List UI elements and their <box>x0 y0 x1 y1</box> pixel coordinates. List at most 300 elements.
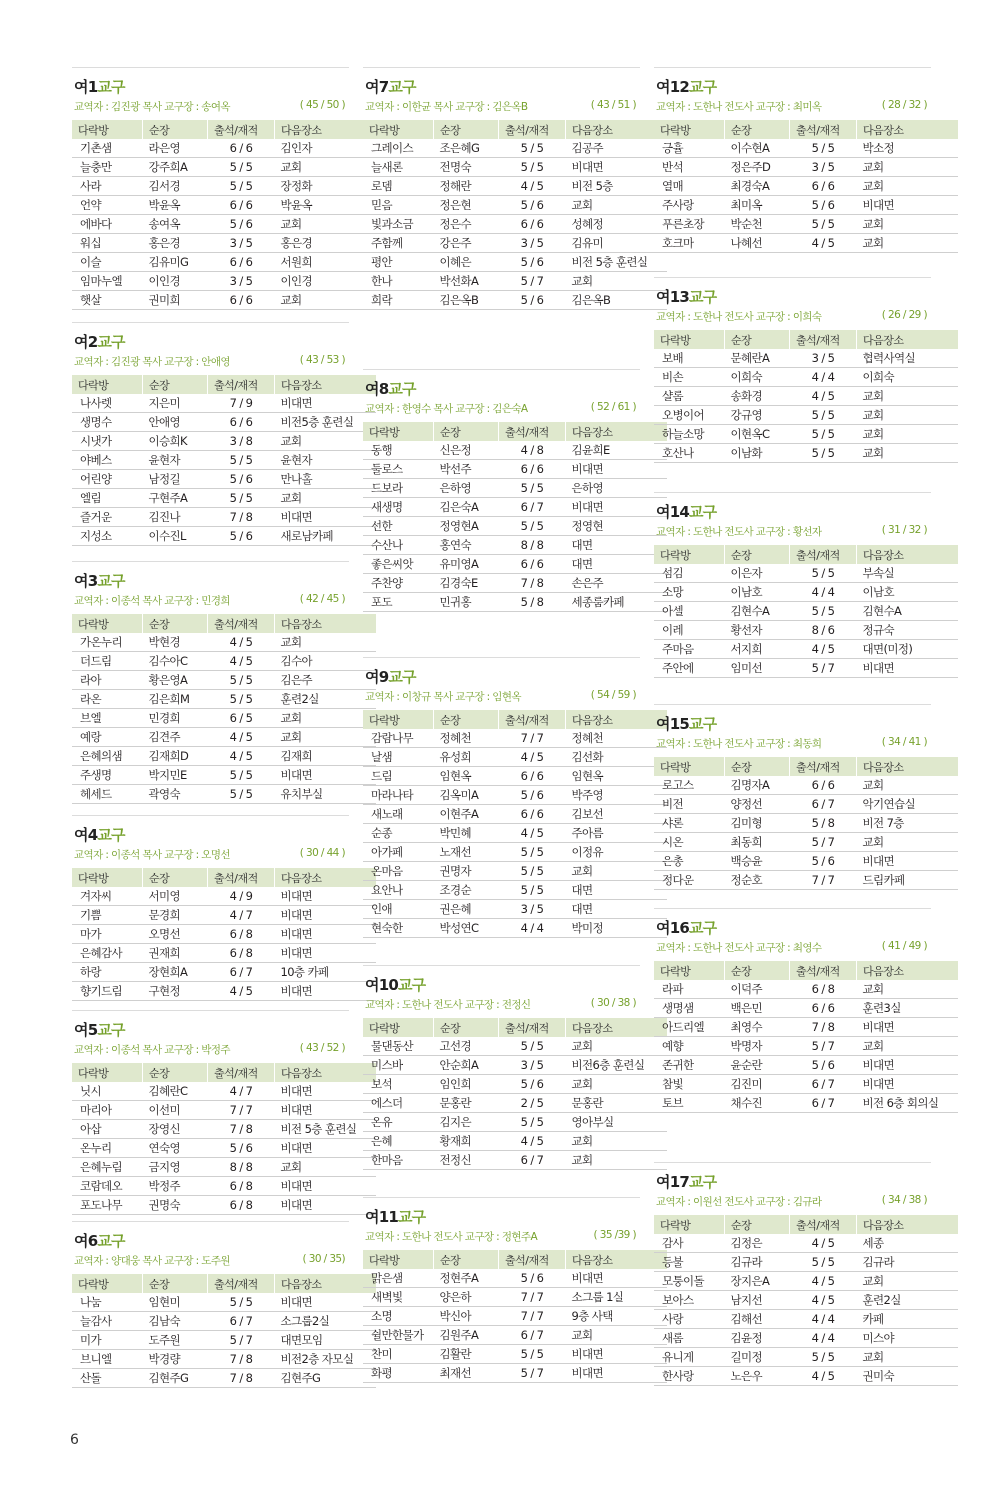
attendance: 5 / 5 <box>499 158 566 177</box>
next-location: 소그룹2실 <box>275 1312 377 1331</box>
group-name: 미스바 <box>363 1056 434 1075</box>
column-header: 다음장소 <box>275 868 377 887</box>
column-header: 다음장소 <box>566 422 668 441</box>
next-location: 소그룹 1실 <box>566 1288 668 1307</box>
group-name: 비손 <box>654 368 725 387</box>
leader-name: 최영수 <box>725 1018 790 1037</box>
group-name: 온마음 <box>363 862 434 881</box>
column-header: 다락방 <box>363 710 434 729</box>
group-name: 주찬양 <box>363 574 434 593</box>
staff-info: 교역자 : 이종석 목사 교구장 : 오명선 <box>74 849 230 861</box>
group-name: 이슬 <box>72 253 143 272</box>
leader-name: 지은미 <box>143 394 208 413</box>
column-header: 다락방 <box>363 120 434 139</box>
attendance-total: ( 34 / 38 ) <box>881 1194 927 1206</box>
leader-name: 김은옥B <box>434 291 499 310</box>
table-row <box>654 196 958 215</box>
table-row <box>654 234 958 253</box>
leader-name: 김윤정 <box>725 1329 790 1348</box>
group-name: 생명샘 <box>654 999 725 1018</box>
group-name: 언약 <box>72 196 143 215</box>
table-row <box>654 387 958 406</box>
staff-info: 교역자 : 이원선 전도사 교구장 : 김규라 <box>656 1196 822 1208</box>
group-name: 정다운 <box>654 871 725 890</box>
next-location: 교회 <box>857 234 959 253</box>
attendance: 6 / 6 <box>499 215 566 234</box>
leader-name: 김지은 <box>434 1113 499 1132</box>
table-row <box>72 489 376 508</box>
leader-name: 장현희A <box>143 963 208 982</box>
district-title: 여2교구 <box>74 333 125 351</box>
table-row <box>363 1132 667 1151</box>
table-row <box>72 1312 376 1331</box>
attendance: 4 / 5 <box>790 1367 857 1386</box>
attendance-total: ( 26 / 29 ) <box>881 309 927 321</box>
attendance: 5 / 5 <box>208 785 275 804</box>
next-location: 교회 <box>275 728 377 747</box>
district-title: 여15교구 <box>656 715 717 733</box>
table-row <box>72 982 376 1001</box>
table-row <box>72 766 376 785</box>
column-header: 출석/재적 <box>790 757 857 776</box>
group-name: 오병이어 <box>654 406 725 425</box>
staff-info: 교역자 : 한영수 목사 교구장 : 김은숙A <box>365 403 528 415</box>
next-location: 비대면 <box>566 460 668 479</box>
next-location: 비대면 <box>566 1269 668 1288</box>
column-header: 순장 <box>143 120 208 139</box>
leader-name: 금지영 <box>143 1158 208 1177</box>
district-section <box>72 67 349 310</box>
column-header: 다음장소 <box>857 961 959 980</box>
column-header: 순장 <box>143 1274 208 1293</box>
leader-name: 정해란 <box>434 177 499 196</box>
group-name: 라온 <box>72 690 143 709</box>
group-table <box>72 375 376 546</box>
next-location: 비전 5층 훈련실 <box>566 253 668 272</box>
column-header: 출석/재적 <box>208 120 275 139</box>
attendance: 2 / 5 <box>499 1094 566 1113</box>
leader-name: 김경숙E <box>434 574 499 593</box>
group-name: 등불 <box>654 1253 725 1272</box>
attendance: 6 / 6 <box>208 139 275 158</box>
attendance: 5 / 5 <box>208 451 275 470</box>
leader-name: 이수진L <box>143 527 208 546</box>
column-header: 출석/재적 <box>208 868 275 887</box>
table-row <box>72 196 376 215</box>
attendance: 3 / 5 <box>790 349 857 368</box>
group-name: 보아스 <box>654 1291 725 1310</box>
attendance: 7 / 8 <box>208 1120 275 1139</box>
district-title: 여3교구 <box>74 572 125 590</box>
column-header: 출석/재적 <box>499 1018 566 1037</box>
leader-name: 이혜은 <box>434 253 499 272</box>
table-row <box>72 1293 376 1312</box>
table-row <box>654 1018 958 1037</box>
group-name: 사라 <box>72 177 143 196</box>
leader-name: 김혜란C <box>143 1082 208 1101</box>
group-name: 드림 <box>363 767 434 786</box>
leader-name: 송화경 <box>725 387 790 406</box>
district-info <box>656 736 929 751</box>
group-name: 아드리엘 <box>654 1018 725 1037</box>
next-location: 비대면 <box>275 944 377 963</box>
attendance: 4 / 4 <box>790 583 857 602</box>
attendance: 5 / 5 <box>208 671 275 690</box>
district-suffix: 교구 <box>688 1173 717 1191</box>
column-header: 다락방 <box>72 375 143 394</box>
group-name: 예랑 <box>72 728 143 747</box>
group-name: 지성소 <box>72 527 143 546</box>
column-header: 다락방 <box>654 1215 725 1234</box>
table-row <box>654 1272 958 1291</box>
table-row <box>72 215 376 234</box>
next-location: 교회 <box>566 272 668 291</box>
group-name: 토브 <box>654 1094 725 1113</box>
group-name: 새생명 <box>363 498 434 517</box>
leader-name: 박현경 <box>143 633 208 652</box>
group-name: 요안나 <box>363 881 434 900</box>
next-location: 비대면 <box>857 659 959 678</box>
district-title: 여14교구 <box>656 503 717 521</box>
next-location: 비전5층 훈련실 <box>275 413 377 432</box>
next-location: 비대면 <box>566 158 668 177</box>
next-location: 협력사역실 <box>857 349 959 368</box>
leader-name: 윤순란 <box>725 1056 790 1075</box>
next-location: 비전 5층 훈련실 <box>275 1120 377 1139</box>
leader-name: 곽영숙 <box>143 785 208 804</box>
attendance-total: ( 43 / 53 ) <box>299 354 345 366</box>
group-name: 은총 <box>654 852 725 871</box>
district-section <box>654 1162 931 1386</box>
next-location: 정혜천 <box>566 729 668 748</box>
table-row <box>363 593 667 612</box>
column-header: 다락방 <box>654 545 725 564</box>
group-name: 푸른초장 <box>654 215 725 234</box>
group-name: 빛과소금 <box>363 215 434 234</box>
table-row <box>72 1101 376 1120</box>
column-header: 다음장소 <box>566 1018 668 1037</box>
attendance: 5 / 5 <box>790 444 857 463</box>
leader-name: 황은영A <box>143 671 208 690</box>
attendance: 3 / 5 <box>208 234 275 253</box>
leader-name: 노은우 <box>725 1367 790 1386</box>
group-table <box>363 120 667 310</box>
group-table <box>363 422 667 612</box>
column-header: 다음장소 <box>857 1215 959 1234</box>
next-location: 교회 <box>857 776 959 795</box>
header-row <box>363 120 667 139</box>
next-location: 김규라 <box>857 1253 959 1272</box>
district-suffix: 교구 <box>397 976 426 994</box>
table-row <box>72 1177 376 1196</box>
table-row <box>363 536 667 555</box>
next-location: 비대면 <box>566 1364 668 1383</box>
leader-name: 나혜선 <box>725 234 790 253</box>
group-name: 하늘소망 <box>654 425 725 444</box>
leader-name: 김수아C <box>143 652 208 671</box>
section-divider <box>72 1221 349 1222</box>
leader-name: 노재선 <box>434 843 499 862</box>
table-row <box>363 1094 667 1113</box>
column-header: 순장 <box>434 1250 499 1269</box>
attendance: 6 / 6 <box>208 196 275 215</box>
leader-name: 강주희A <box>143 158 208 177</box>
staff-info: 교역자 : 이종석 목사 교구장 : 박정주 <box>74 1044 230 1056</box>
attendance: 4 / 5 <box>790 234 857 253</box>
group-name: 감사 <box>654 1234 725 1253</box>
group-name: 워십 <box>72 234 143 253</box>
attendance: 3 / 5 <box>208 272 275 291</box>
column-header: 순장 <box>434 120 499 139</box>
table-row <box>363 196 667 215</box>
leader-name: 장지은A <box>725 1272 790 1291</box>
table-row <box>72 291 376 310</box>
leader-name: 박지민E <box>143 766 208 785</box>
table-row <box>72 432 376 451</box>
header-row <box>72 1063 376 1082</box>
column-header: 다음장소 <box>857 545 959 564</box>
group-name: 브엘 <box>72 709 143 728</box>
next-location: 교회 <box>857 406 959 425</box>
table-row <box>363 498 667 517</box>
next-location: 훈련2실 <box>857 1291 959 1310</box>
district-suffix: 교구 <box>397 1208 426 1226</box>
header-row <box>363 422 667 441</box>
table-row <box>72 272 376 291</box>
next-location: 교회 <box>566 862 668 881</box>
leader-name: 정은현 <box>434 196 499 215</box>
column-header: 다음장소 <box>566 1250 668 1269</box>
table-row <box>363 1288 667 1307</box>
table-row <box>654 564 958 583</box>
attendance: 5 / 5 <box>790 406 857 425</box>
leader-name: 박순천 <box>725 215 790 234</box>
attendance: 5 / 6 <box>208 470 275 489</box>
leader-name: 장영신 <box>143 1120 208 1139</box>
next-location: 비대면 <box>275 1139 377 1158</box>
table-row <box>654 368 958 387</box>
next-location: 교회 <box>566 1326 668 1345</box>
table-row <box>654 1075 958 1094</box>
group-name: 마라나타 <box>363 786 434 805</box>
group-name: 한마음 <box>363 1151 434 1170</box>
attendance: 6 / 7 <box>499 1326 566 1345</box>
group-name: 참빛 <box>654 1075 725 1094</box>
header-row <box>363 1250 667 1269</box>
next-location: 김재희 <box>275 747 377 766</box>
group-name: 온누리 <box>72 1139 143 1158</box>
table-row <box>654 640 958 659</box>
leader-name: 이선미 <box>143 1101 208 1120</box>
column-header: 다음장소 <box>857 757 959 776</box>
table-row <box>363 555 667 574</box>
group-name: 로고스 <box>654 776 725 795</box>
table-row <box>363 460 667 479</box>
attendance-total: ( 34 / 41 ) <box>881 736 927 748</box>
attendance: 4 / 7 <box>208 906 275 925</box>
district-suffix: 교구 <box>688 503 717 521</box>
attendance: 6 / 7 <box>499 498 566 517</box>
table-row <box>654 177 958 196</box>
group-name: 헤세드 <box>72 785 143 804</box>
table-row <box>654 444 958 463</box>
attendance: 7 / 8 <box>208 1369 275 1388</box>
district-suffix: 교구 <box>688 78 717 96</box>
group-name: 사랑 <box>654 1310 725 1329</box>
attendance-total: ( 42 / 45 ) <box>299 593 345 605</box>
attendance: 6 / 5 <box>208 709 275 728</box>
next-location: 김선화 <box>566 748 668 767</box>
next-location: 비전 7층 <box>857 814 959 833</box>
next-location: 세종 <box>857 1234 959 1253</box>
next-location: 김은주 <box>275 671 377 690</box>
page-number: 6 <box>70 1432 79 1448</box>
group-name: 새노래 <box>363 805 434 824</box>
attendance: 5 / 6 <box>208 1139 275 1158</box>
table-row <box>363 177 667 196</box>
column-header: 출석/재적 <box>499 1250 566 1269</box>
next-location: 교회 <box>275 432 377 451</box>
leader-name: 백승윤 <box>725 852 790 871</box>
leader-name: 유성희 <box>434 748 499 767</box>
district-suffix: 교구 <box>97 1232 125 1250</box>
leader-name: 안순희A <box>434 1056 499 1075</box>
attendance: 5 / 8 <box>790 814 857 833</box>
leader-name: 황선자 <box>725 621 790 640</box>
next-location: 김공주 <box>566 139 668 158</box>
leader-name: 최재선 <box>434 1364 499 1383</box>
leader-name: 문경희 <box>143 906 208 925</box>
leader-name: 김현수A <box>725 602 790 621</box>
header-row <box>72 614 376 633</box>
attendance: 5 / 7 <box>790 659 857 678</box>
district-info <box>74 1042 347 1057</box>
attendance: 4 / 5 <box>499 177 566 196</box>
group-name: 아가페 <box>363 843 434 862</box>
table-row <box>72 1369 376 1388</box>
staff-info: 교역자 : 이창규 목사 교구장 : 임현옥 <box>365 691 521 703</box>
table-row <box>363 234 667 253</box>
next-location: 박소정 <box>857 139 959 158</box>
next-location: 만나홀 <box>275 470 377 489</box>
district-title: 여7교구 <box>365 78 416 96</box>
table-row <box>72 1331 376 1350</box>
table-row <box>72 177 376 196</box>
next-location: 비전 5층 <box>566 177 668 196</box>
table-row <box>72 234 376 253</box>
attendance-total: ( 43 / 51 ) <box>590 99 636 111</box>
column-header: 다음장소 <box>275 120 377 139</box>
staff-info: 교역자 : 도한나 전도사 교구장 : 황선자 <box>656 526 822 538</box>
leader-name: 정순호 <box>725 871 790 890</box>
next-location: 비대면 <box>275 1177 377 1196</box>
district-suffix: 교구 <box>388 78 416 96</box>
district-info <box>656 524 929 539</box>
table-row <box>363 881 667 900</box>
group-table <box>654 961 958 1113</box>
leader-name: 김견주 <box>143 728 208 747</box>
table-row <box>363 272 667 291</box>
leader-name: 김원주A <box>434 1326 499 1345</box>
district-section <box>72 1221 354 1388</box>
group-name: 은혜 <box>363 1132 434 1151</box>
leader-name: 홍은경 <box>143 234 208 253</box>
leader-name: 박성연C <box>434 919 499 938</box>
district-suffix: 교구 <box>388 380 416 398</box>
table-row <box>654 814 958 833</box>
attendance: 5 / 5 <box>499 139 566 158</box>
attendance: 5 / 5 <box>499 862 566 881</box>
group-name: 예향 <box>654 1037 725 1056</box>
leader-name: 은하영 <box>434 479 499 498</box>
next-location: 김수아 <box>275 652 377 671</box>
table-row <box>654 1253 958 1272</box>
column-header: 출석/재적 <box>499 120 566 139</box>
leader-name: 권재희 <box>143 944 208 963</box>
leader-name: 서미영 <box>143 887 208 906</box>
table-row <box>654 1234 958 1253</box>
group-name: 하랑 <box>72 963 143 982</box>
leader-name: 고선경 <box>434 1037 499 1056</box>
district-info <box>74 847 347 862</box>
next-location: 훈련3실 <box>857 999 959 1018</box>
table-row <box>363 786 667 805</box>
attendance: 6 / 7 <box>499 1151 566 1170</box>
leader-name: 정혜천 <box>434 729 499 748</box>
group-name: 어린양 <box>72 470 143 489</box>
leader-name: 박선화A <box>434 272 499 291</box>
table-row <box>363 158 667 177</box>
header-row <box>72 120 376 139</box>
group-name: 날샘 <box>363 748 434 767</box>
leader-name: 권은혜 <box>434 900 499 919</box>
group-name: 샬롬 <box>654 387 725 406</box>
table-row <box>654 776 958 795</box>
leader-name: 최동희 <box>725 833 790 852</box>
attendance: 3 / 5 <box>790 158 857 177</box>
attendance: 5 / 5 <box>499 881 566 900</box>
group-name: 생명수 <box>72 413 143 432</box>
leader-name: 민귀홍 <box>434 593 499 612</box>
next-location: 대면모임 <box>275 1331 377 1350</box>
leader-name: 이현주A <box>434 805 499 824</box>
staff-info: 교역자 : 도한나 전도사 교구장 : 최영수 <box>656 942 822 954</box>
leader-name: 김해선 <box>725 1310 790 1329</box>
section-divider <box>363 369 640 370</box>
attendance: 6 / 7 <box>790 1075 857 1094</box>
leader-name: 권명자 <box>434 862 499 881</box>
attendance: 8 / 8 <box>499 536 566 555</box>
leader-name: 조경순 <box>434 881 499 900</box>
next-location: 교회 <box>857 158 959 177</box>
next-location: 비대면 <box>275 1101 377 1120</box>
group-name: 은혜누림 <box>72 1158 143 1177</box>
next-location: 비전2층 자모실 <box>275 1350 377 1369</box>
leader-name: 김서경 <box>143 177 208 196</box>
attendance-total: ( 52 / 61 ) <box>590 401 636 413</box>
next-location: 교회 <box>566 1037 668 1056</box>
leader-name: 이남화 <box>725 444 790 463</box>
group-name: 늘새론 <box>363 158 434 177</box>
attendance: 3 / 5 <box>499 234 566 253</box>
attendance: 6 / 6 <box>499 767 566 786</box>
next-location: 교회 <box>275 158 377 177</box>
header-row <box>654 757 958 776</box>
attendance: 5 / 5 <box>208 158 275 177</box>
attendance: 5 / 6 <box>499 786 566 805</box>
next-location: 홍은경 <box>275 234 377 253</box>
attendance: 8 / 6 <box>790 621 857 640</box>
